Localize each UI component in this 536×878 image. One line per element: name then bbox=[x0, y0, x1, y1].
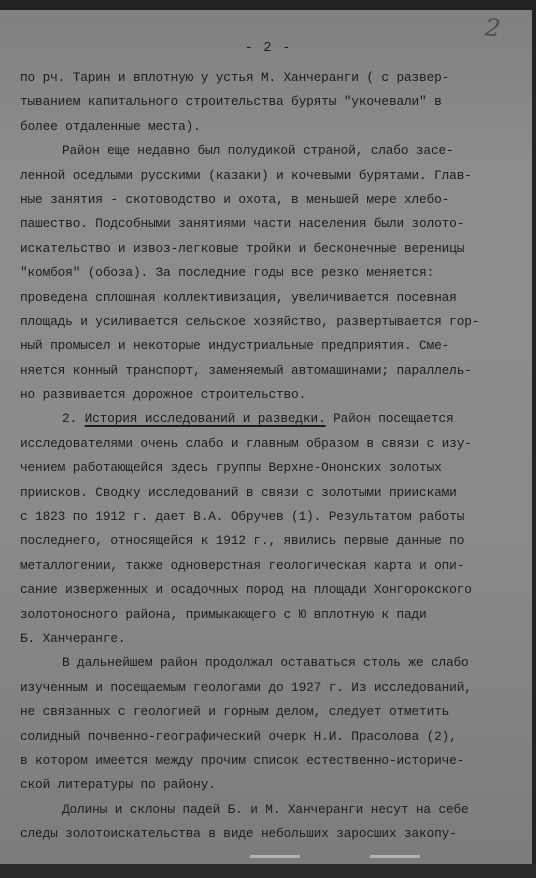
text-line: ные занятия - скотоводство и охота, в меньшей мере хлебо- bbox=[20, 191, 450, 207]
page-number: - 2 - bbox=[244, 40, 292, 56]
scan-edge-right bbox=[532, 0, 536, 878]
body-text bbox=[20, 66, 525, 847]
text-line: тыванием капитального строительства буряты "укочевали" в bbox=[20, 94, 442, 110]
handwritten-folio-number: 2 bbox=[483, 13, 502, 43]
section-number: 2. bbox=[62, 411, 78, 427]
text-line: более отдаленные места). bbox=[20, 118, 201, 134]
film-scratch bbox=[370, 855, 420, 858]
text-line: исследователями очень слабо и главным образом в связи с изу- bbox=[20, 435, 472, 451]
text-line: но развивается дорожное строительство. bbox=[20, 387, 307, 403]
text-line: няется конный транспорт, заменяемый автомашинами; параллель- bbox=[20, 362, 472, 378]
text-line: ный промысел и некоторые индустриальные предприятия. Сме- bbox=[20, 338, 450, 354]
text-line: приисков. Сводку исследований в связи с золотыми приисками bbox=[20, 484, 457, 500]
text-line: чением работающейся здесь группы Верхне-Ононских золотых bbox=[20, 460, 442, 476]
text-line: последнего, относящейся к 1912 г., явились первые данные по bbox=[20, 533, 465, 549]
film-scratch bbox=[250, 855, 300, 858]
text-line: в котором имеется между прочим список естественно-историче- bbox=[20, 752, 465, 768]
text-line: Район еще недавно был полудикой страной, слабо засе- bbox=[62, 143, 454, 159]
scan-edge-top bbox=[0, 0, 536, 10]
text-line: сание изверженных и осадочных пород на площади Хонгорокского bbox=[20, 582, 472, 598]
text-line: следы золотоискательства в виде небольших заросших закопу- bbox=[20, 826, 457, 842]
text-line: "комбоя" (обоза). За последние годы все резко меняется: bbox=[20, 265, 435, 281]
text-line: искательство и извоз-легковые тройки и бесконечные вереницы bbox=[20, 240, 465, 256]
text-line: ской литературы по району. bbox=[20, 777, 216, 793]
text-line: с 1823 по 1912 г. дает В.А. Обручев (1). Результатом работы bbox=[20, 509, 465, 525]
text-line: площадь и усиливается сельское хозяйство, развертывается гор- bbox=[20, 313, 480, 329]
text-line: по рч. Тарин и вплотную у устья М. Ханчеранги ( с развер- bbox=[20, 70, 450, 85]
text-line: Долины и склоны падей Б. и М. Ханчеранги несут на себе bbox=[62, 801, 469, 817]
text-line: золотоносного района, примыкающего с Ю вплотную к пади bbox=[20, 606, 427, 622]
text-line: солидный почвенно-географический очерк Н.И. Прасолова (2), bbox=[20, 728, 457, 744]
text-line: В дальнейшем район продолжал оставаться столь же слабо bbox=[62, 655, 469, 671]
section-title: История исследований и разведки. bbox=[84, 411, 326, 427]
text-line: ленной оседлыми русскими (казаки) и кочевыми бурятами. Глав- bbox=[20, 167, 472, 183]
text-line: Район посещается bbox=[333, 411, 454, 427]
text-line: изученным и посещаемым геологами до 1927 г. Из исследований, bbox=[20, 679, 472, 695]
text-line: проведена сплошная коллективизация, увеличивается посевная bbox=[20, 289, 457, 305]
text-line: Б. Ханчеранге. bbox=[20, 630, 126, 646]
section-heading-line bbox=[20, 407, 525, 431]
text-line: металлогении, также одноверстная геологическая карта и опи- bbox=[20, 557, 465, 573]
text-line: не связанных с геологией и горным делом, следует отметить bbox=[20, 704, 450, 720]
text-line: пашество. Подсобными занятиями части населения были золото- bbox=[20, 216, 465, 232]
scan-edge-bottom bbox=[0, 864, 536, 878]
